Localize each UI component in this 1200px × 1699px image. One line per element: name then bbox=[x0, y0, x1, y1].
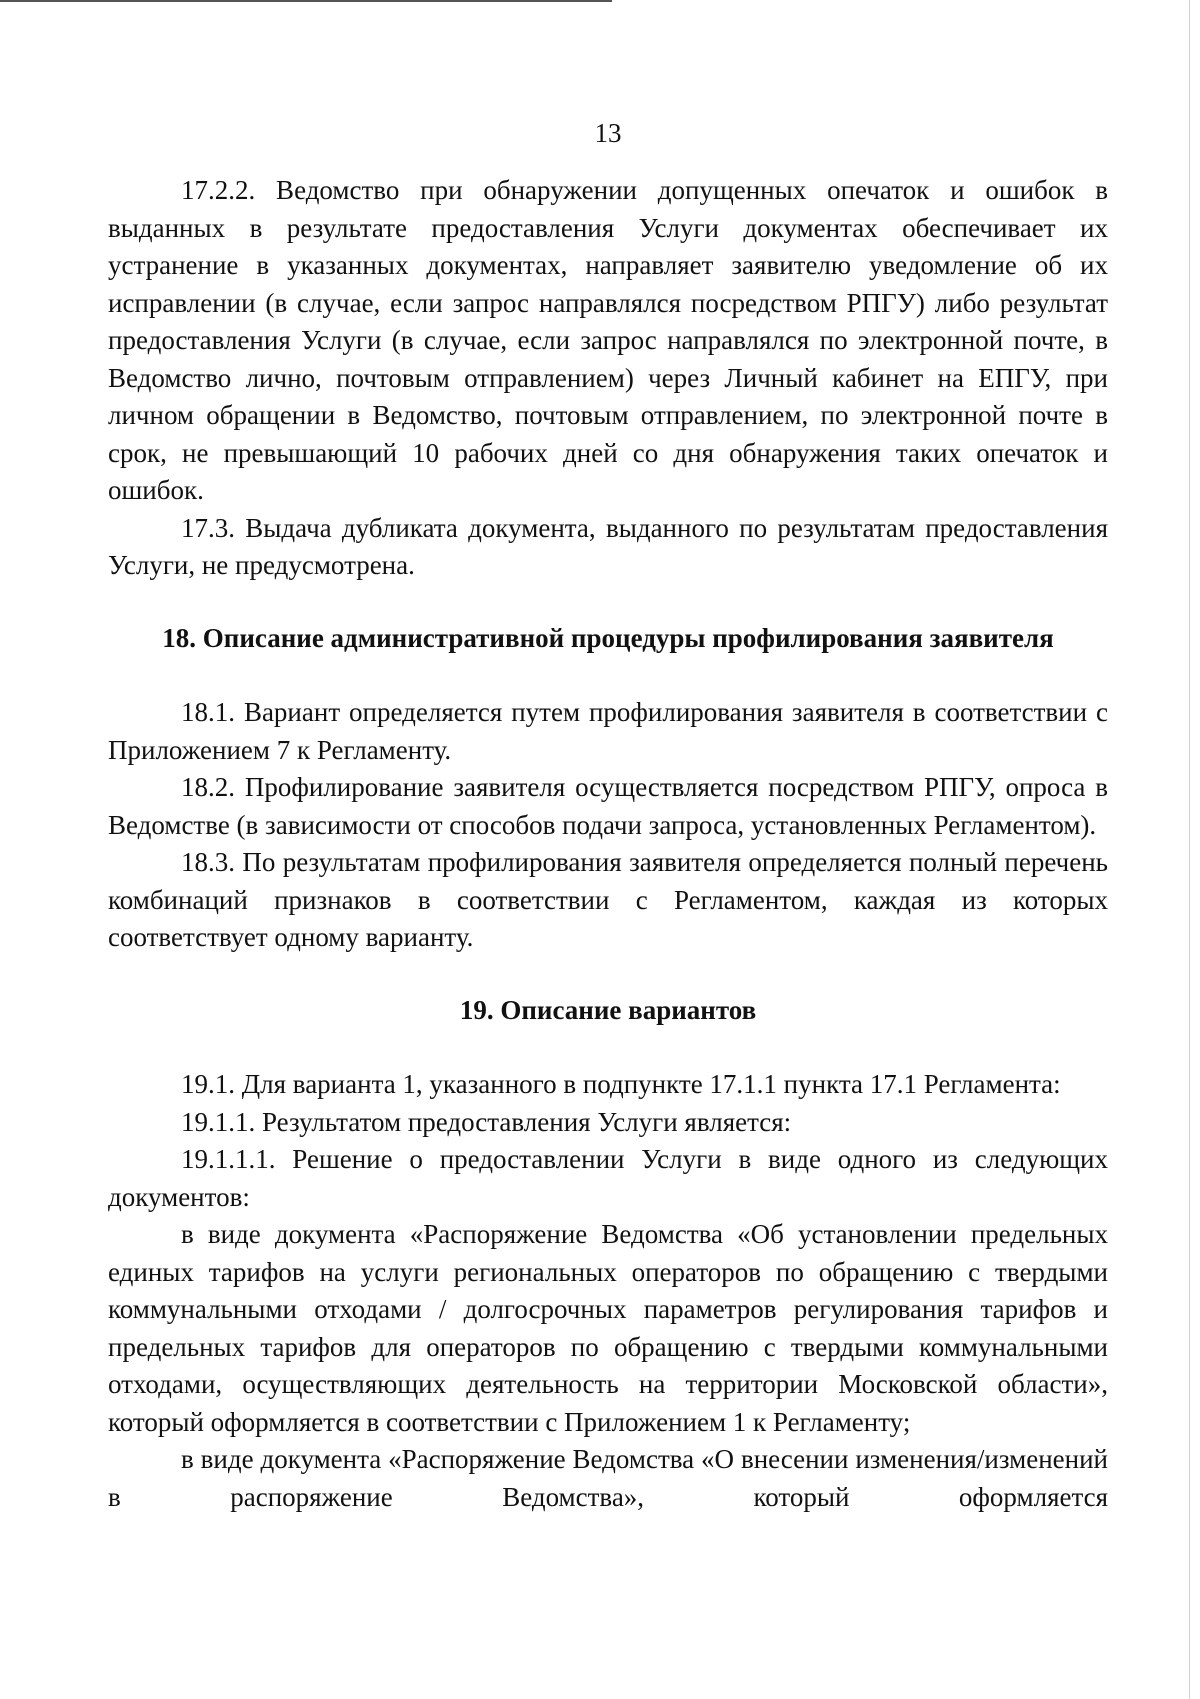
scan-edge-right bbox=[1189, 0, 1190, 1699]
paragraph-17-2-2: 17.2.2. Ведомство при обнаружении допущенных опечаток и ошибок в выданных в результате предоставления Услуги документах обеспечивает их устранение в указанных документах, направляет заявителю уведомление об их исправлении (в случае, если запрос направлялся посредством РПГУ) либо результат предоставления Услуги (в случае, если запрос направлялся по электронной почте, в Ведомство лично, почтовым отправлением) через Личный кабинет на ЕПГУ, при личном обращении в Ведомство, почтовым отправлением, по электронной почте в срок, не превышающий 10 рабочих дней со дня обнаружения таких опечаток и ошибок. bbox=[108, 175, 1108, 505]
section-heading-19: 19. Описание вариантов bbox=[459, 994, 757, 1025]
paragraph-17-3: 17.3. Выдача дубликата документа, выданного по результатам предоставления Услуги, не предусмотрена. bbox=[108, 512, 1108, 580]
paragraph-18-2: 18.2. Профилирование заявителя осуществляется посредством РПГУ, опроса в Ведомстве (в зависимости от способов подачи запроса, установленных Регламентом). bbox=[108, 772, 1108, 840]
paragraph-document-type-2: в виде документа «Распоряжение Ведомства «О внесении изменения/изменений в распоряжение Ведомства», который оформляется bbox=[108, 1444, 1108, 1512]
spacer bbox=[108, 585, 1108, 620]
paragraph-19-1-1: 19.1.1. Результатом предоставления Услуги является: bbox=[181, 1106, 792, 1137]
paragraph-18-1: 18.1. Вариант определяется путем профилирования заявителя в соответствии с Приложением 7 к Регламенту. bbox=[108, 697, 1108, 765]
document-page bbox=[108, 108, 1108, 1516]
section-heading-18: 18. Описание административной процедуры профилирования заявителя bbox=[162, 622, 1054, 653]
spacer bbox=[108, 957, 1108, 992]
paragraph-18-3: 18.3. По результатам профилирования заявителя определяется полный перечень комбинаций признаков в соответствии с Регламентом, каждая из которых соответствует одному варианту. bbox=[108, 847, 1108, 952]
paragraph-document-type-1: в виде документа «Распоряжение Ведомства «Об установлении предельных единых тарифов на услуги региональных операторов по обращению с твердыми коммунальными отходами / долгосрочных параметров регулирования тарифов и предельных тарифов для операторов по обращению с твердыми коммунальными отходами, осуществляющих деятельность на территории Московской области», который оформляется в соответствии с Приложением 1 к Регламенту; bbox=[108, 1219, 1108, 1437]
spacer bbox=[108, 657, 1108, 694]
scan-edge-top bbox=[0, 0, 612, 2]
spacer bbox=[108, 1029, 1108, 1066]
page-number: 13 bbox=[594, 118, 622, 148]
paragraph-19-1-1-1: 19.1.1.1. Решение о предоставлении Услуги в виде одного из следующих документов: bbox=[108, 1144, 1108, 1212]
paragraph-19-1: 19.1. Для варианта 1, указанного в подпункте 17.1.1 пункта 17.1 Регламента: bbox=[181, 1069, 1061, 1099]
